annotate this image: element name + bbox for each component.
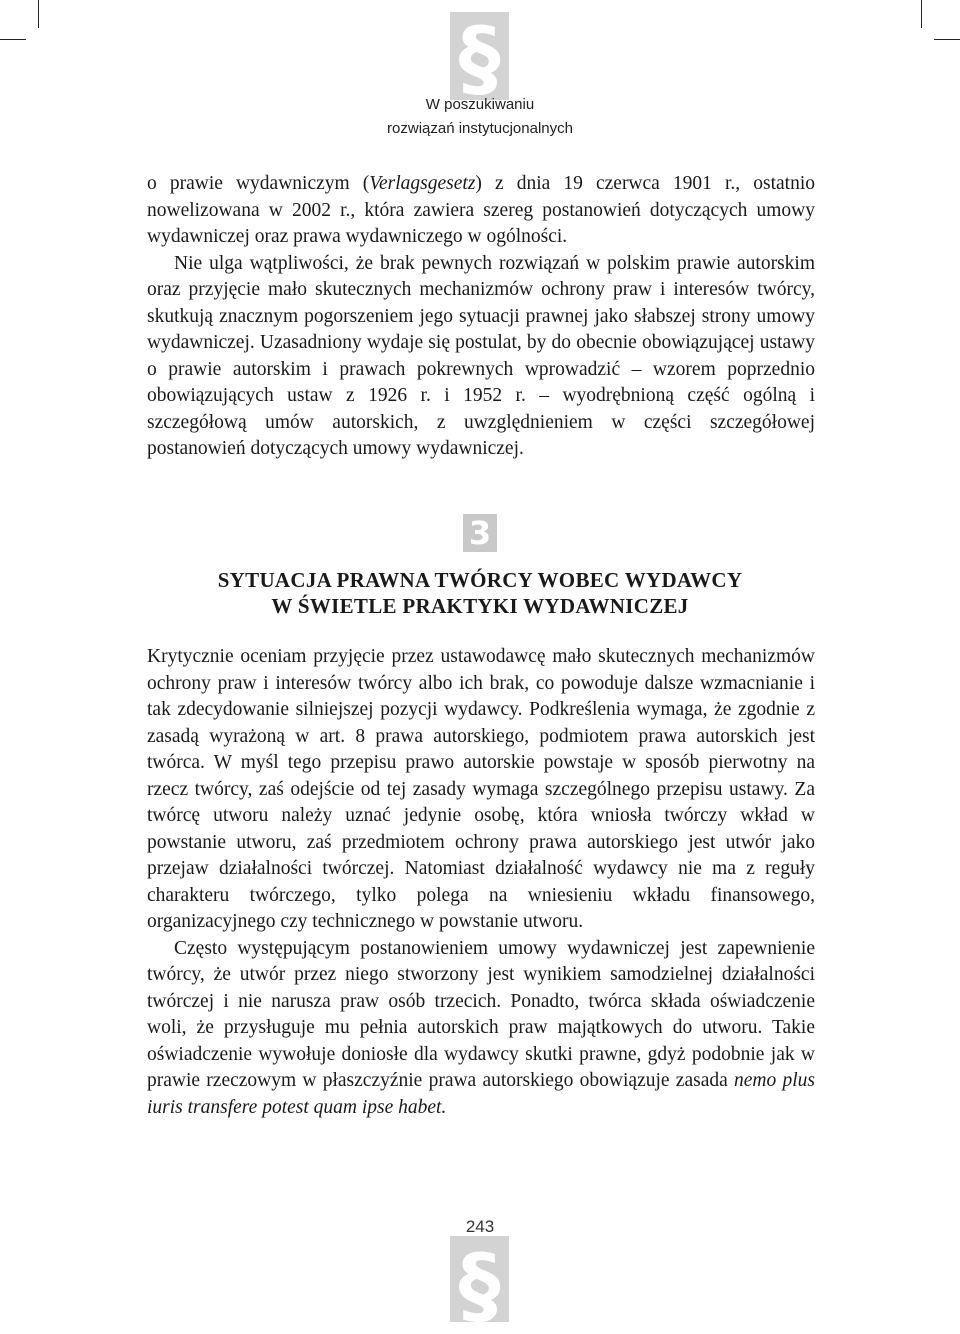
paragraph-text: o prawie wydawniczym ( (147, 173, 370, 194)
body-text-bottom (147, 644, 815, 1121)
paragraph (147, 936, 815, 1122)
italic-text: Verlagsgesetz (369, 173, 476, 194)
paragraph-text: Krytycznie oceniam przyjęcie przez ustawodawcę mało skutecznych mechanizmów ochrony praw i interesów twórcy albo ich brak, co powoduje dalsze wzmacnianie i tak zdecydowanie silniejszej pozycji wydawcy. Podkreślenia wymaga, że zgodnie z zasadą wyrażoną w art. 8 prawa autorskiego, podmiotem prawa autorskich jest twórca. W myśl tego przepisu prawo autorskie powstaje w sposób pierwotny na rzecz twórcy, zaś odejście od tej zasady wymaga szczególnego przepisu ustawy. Za twórcę utworu należy uznać jedynie osobę, która wniosła twórczy wkład w powstanie utworu, zaś przedmiotem ochrony prawa autorskiego jest utwór jako przejaw działalności twórczej. Natomiast działalność wydawcy nie ma z reguły charakteru twórczego, tylko polega na wniesieniu wkładu finansowego, organizacyjnego czy technicznego w powstanie utworu. (147, 646, 815, 932)
section-title-line-1: SYTUACJA PRAWNA TWÓRCY WOBEC WYDAWCY (217, 568, 743, 592)
crop-mark-top-left-vertical (38, 0, 39, 28)
paragraph-text: Często występującym postanowieniem umowy wydawniczej jest zapewnienie twórcy, że utwór przez niego stworzony jest wynikiem samodzielnej działalności twórczej i nie narusza praw osób trzecich. Ponadto, twórca składa oświadczenie woli, że przysługuje mu pełnia autorskich praw majątkowych do utworu. Takie oświadczenie wywołuje doniosłe dla wydawcy skutki prawne, gdyż podobnie jak w prawie rzeczowym w płaszczyźnie prawa autorskiego obowiązuje zasada (147, 937, 815, 1091)
italic-text: nemo plus iuris transfere potest quam ipse habet. (147, 1070, 816, 1118)
running-header-line-1: W poszukiwaniu (425, 96, 535, 113)
section-symbol-icon: § (458, 1236, 501, 1322)
section-title (120, 567, 840, 619)
section-symbol-icon: § (458, 12, 501, 100)
paragraph-text: Nie ulga wątpliwości, że brak pewnych rozwiązań w polskim prawie autorskim oraz przyjęcie mało skutecznych mechanizmów ochrony praw i interesów twórcy, skutkują znacznym pogorszeniem jego sytuacji prawnej jako słabszej strony umowy wydawniczej. Uzasadniony wydaje się postulat, by do obecnie obowiązującej ustawy o prawie autorskim i prawach pokrewnych wprowadzić – wzorem poprzednio obowiązujących ustaw z 1926 r. i 1952 r. – wyodrębnioną część ogólną i szczegółową umów autorskich, z uwzględnieniem w części szczegółowej postanowień dotyczących umowy wydawniczej. (147, 252, 815, 459)
paragraph-text: ) z dnia 19 czerwca 1901 r., ostatnio nowelizowana w 2002 r., która zawiera szereg postanowień dotyczących umowy wydawniczej oraz prawa wydawniczego w ogólności. (147, 173, 815, 247)
body-text-top (147, 171, 815, 463)
section-title-line-2: W ŚWIETLE PRAKTYKI WYDAWNICZEJ (271, 594, 689, 618)
paragraph (147, 644, 815, 936)
page-number: 243 (465, 1217, 495, 1236)
running-header-line-2: rozwiązań instytucjonalnych (387, 120, 573, 137)
running-header (300, 93, 660, 141)
section-number-badge: 3 (463, 514, 497, 552)
paragraph (147, 251, 815, 463)
section-symbol-badge-bottom (450, 1236, 509, 1322)
section-symbol-badge-top (450, 12, 509, 100)
crop-mark-top-right-horizontal (934, 39, 960, 40)
crop-mark-top-left-horizontal (0, 39, 26, 40)
paragraph (147, 171, 815, 251)
crop-mark-top-right-vertical (921, 0, 922, 28)
